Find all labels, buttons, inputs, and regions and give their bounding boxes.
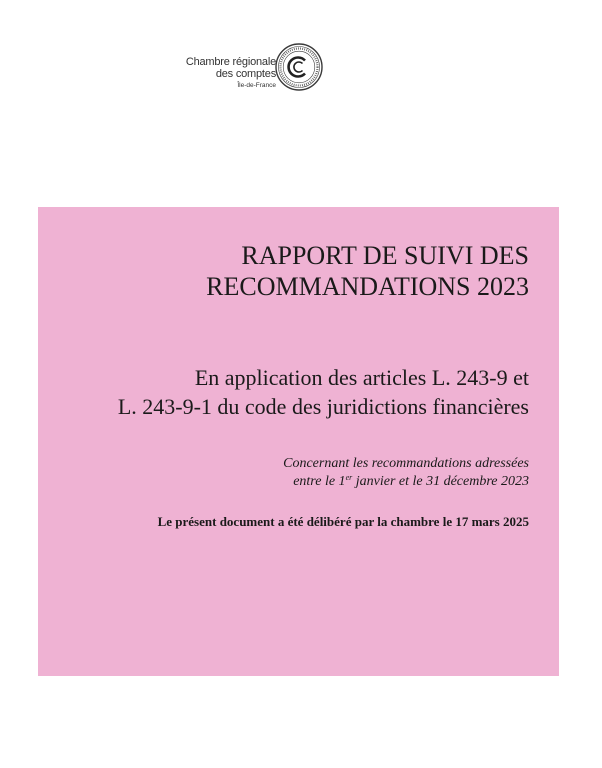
period-start-text: entre le 1 (293, 474, 346, 489)
ordinal-suffix: er (345, 473, 353, 482)
report-subtitle-line1: En application des articles L. 243-9 et (194, 365, 529, 390)
institution-region: Île-de-France (237, 82, 276, 89)
institution-logo (162, 40, 332, 96)
recommendations-period (283, 455, 529, 491)
report-subtitle (118, 363, 529, 421)
institution-name-line1: Chambre régionale (185, 56, 276, 68)
institution-name-line2: des comptes (215, 68, 276, 80)
recommendations-period-line2 (283, 473, 529, 491)
report-title (206, 240, 529, 302)
period-end-text: janvier et le 31 décembre 2023 (352, 474, 529, 489)
report-title-line2: RECOMMANDATIONS 2023 (206, 272, 529, 301)
deliberation-statement: Le présent document a été délibéré par la chambre le 17 mars 2025 (157, 514, 529, 529)
court-seal-icon (274, 42, 324, 92)
recommendations-period-line1: Concernant les recommandations adressées (283, 456, 529, 471)
report-subtitle-line2: L. 243-9-1 du code des juridictions financières (117, 394, 529, 419)
report-title-line1: RAPPORT DE SUIVI DES (241, 241, 529, 270)
institution-name (186, 56, 276, 90)
cover-panel (38, 207, 559, 676)
